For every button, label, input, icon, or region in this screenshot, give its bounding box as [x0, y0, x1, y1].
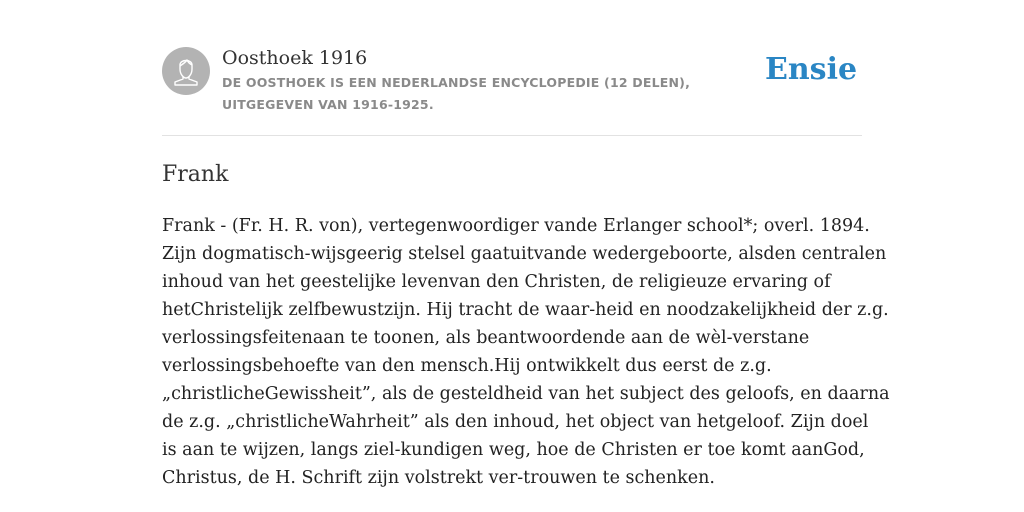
entry-body-line: Zijn dogmatisch-wijsgeerig stelsel gaatuitvande wedergeboorte, alsden centralen: [162, 244, 887, 264]
ensie-logo[interactable]: Ensie: [765, 52, 858, 87]
entry-title: Frank: [162, 162, 229, 187]
user-icon: [162, 47, 210, 95]
entry-body-line: „christlicheGewissheit”, als de gesteldheid van het subject des geloofs, en daarna: [162, 384, 890, 404]
source-header: [162, 46, 862, 116]
entry-body-line: verlossingsbehoefte van den mensch.Hij ontwikkelt dus eerst de z.g.: [162, 356, 772, 376]
source-title[interactable]: Oosthoek 1916: [222, 47, 368, 69]
header-divider: [162, 135, 862, 136]
entry-body-line: is aan te wijzen, langs ziel-kundigen weg, hoe de Christen er toe komt aanGod,: [162, 440, 865, 460]
entry-body-line: hetChristelijk zelfbewustzijn. Hij tracht de waar-heid en noodzakelijkheid der z.g.: [162, 300, 889, 320]
entry-body: [162, 212, 890, 492]
source-avatar[interactable]: [162, 47, 210, 95]
entry-body-line: verlossingsfeitenaan te toonen, als beantwoordende aan de wèl-verstane: [162, 328, 810, 348]
entry-body-line: de z.g. „christlicheWahrheit” als den inhoud, het object van hetgeloof. Zijn doel: [162, 412, 869, 432]
source-description: DE OOSTHOEK IS EEN NEDERLANDSE ENCYCLOPEDIE (12 DELEN), UITGEGEVEN VAN 1916-1925.: [222, 75, 691, 112]
entry-body-line: Christus, de H. Schrift zijn volstrekt ver-trouwen te schenken.: [162, 468, 715, 488]
entry-body-line: inhoud van het geestelijke levenvan den Christen, de religieuze ervaring of: [162, 272, 831, 292]
entry-body-line: Frank - (Fr. H. R. von), vertegenwoordiger vande Erlanger school*; overl. 1894.: [162, 216, 870, 236]
